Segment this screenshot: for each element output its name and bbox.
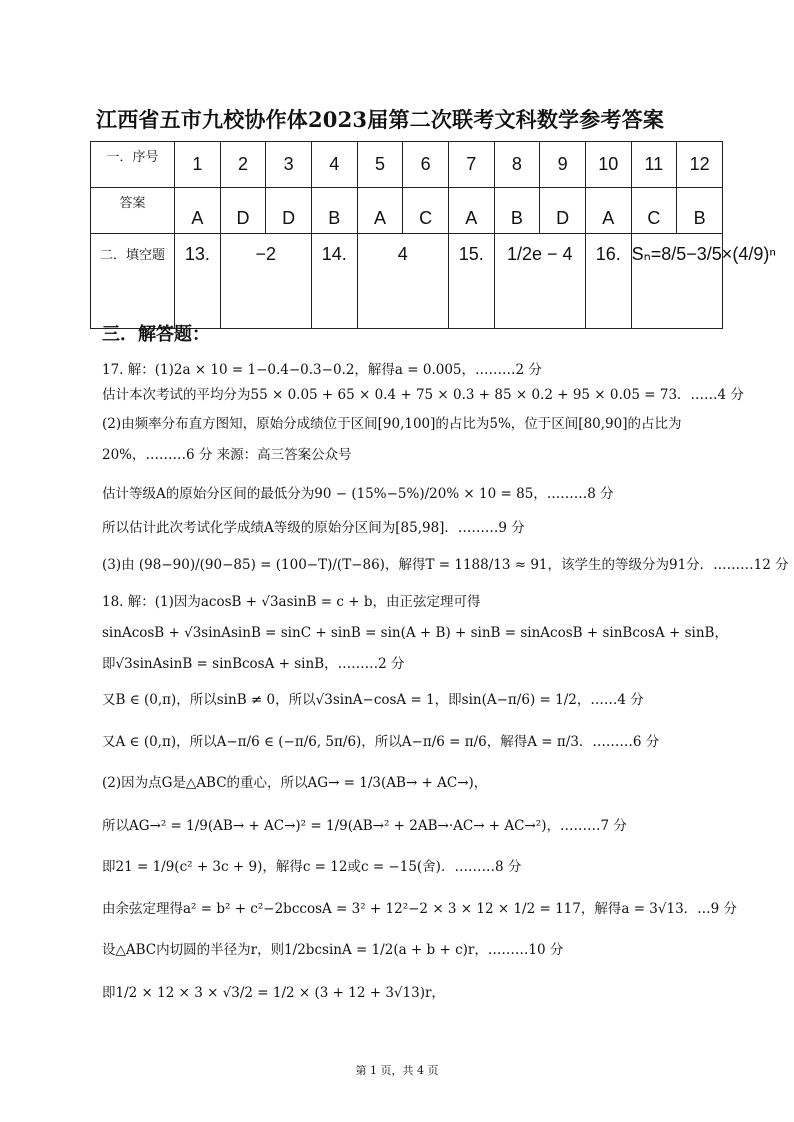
answer-cell: B <box>311 188 357 234</box>
answer-cell: D <box>266 188 312 234</box>
text-line: (2)因为点G是△ABC的重心，所以AG→ = 1/3(AB→ + AC→)， <box>102 775 488 791</box>
text-line: 所以估计此次考试化学成绩A等级的原始分区间为[85,98]．………9 分 <box>102 520 525 536</box>
answer-cell: A <box>175 188 221 234</box>
text-line: 估计等级A的原始分区间的最低分为90 − (15%−5%)/20% × 10 = 85，………8 分 <box>102 486 614 502</box>
number-cell: 12 <box>677 142 723 188</box>
fill-answer: 4 <box>357 234 448 329</box>
section-heading: 三．解答题： <box>102 324 210 345</box>
fill-answer: −2 <box>220 234 311 329</box>
answer-cell: D <box>540 188 586 234</box>
answer-cell: D <box>220 188 266 234</box>
row-label-answers: 答案 <box>91 188 175 234</box>
text-line: 17. 解：(1)2a × 10 = 1−0.4−0.3−0.2，解得a = 0.005，………2 分 <box>102 362 542 378</box>
answer-cell: B <box>494 188 540 234</box>
text-line: sinAcosB + √3sinAsinB = sinC + sinB = sin(A + B) + sinB = sinAcosB + sinBcosA + sinB， <box>102 625 728 641</box>
answer-table <box>90 141 776 329</box>
fill-number: 13. <box>175 234 221 329</box>
text-line: 即1/2 × 12 × 3 × √3/2 = 1/2 × (3 + 12 + 3√13)r， <box>102 985 445 1001</box>
fill-number: 16. <box>585 234 631 329</box>
text-line: (3)由 (98−90)/(90−85) = (100−T)/(T−86)，解得T = 1188/13 ≈ 91，该学生的等级分为91分．………12 分 <box>102 557 789 573</box>
number-cell: 4 <box>311 142 357 188</box>
text-line: (2)由频率分布直方图知，原始分成绩位于区间[90,100]的占比为5%，位于区间[80,90]的占比为 <box>102 416 682 432</box>
text-line: 又B ∈ (0,π)，所以sinB ≠ 0，所以√3sinA−cosA = 1，即sin(A−π/6) = 1/2，……4 分 <box>102 692 644 708</box>
number-cell: 2 <box>220 142 266 188</box>
text-line: 估计本次考试的平均分为55 × 0.05 + 65 × 0.4 + 75 × 0.3 + 85 × 0.2 + 95 × 0.05 = 73．……4 分 <box>102 387 744 403</box>
row-label-fill: 二．填空题 <box>91 234 175 329</box>
fill-number: 14. <box>311 234 357 329</box>
number-cell: 6 <box>403 142 449 188</box>
number-cell: 10 <box>585 142 631 188</box>
fill-answer: 1/2e − 4 <box>494 234 585 329</box>
answer-cell: C <box>403 188 449 234</box>
text-line: 即21 = 1/9(c² + 3c + 9)，解得c = 12或c = −15(舍)．………8 分 <box>102 859 522 875</box>
table-row-answers <box>91 188 723 234</box>
number-cell: 1 <box>175 142 221 188</box>
answer-cell: B <box>677 188 723 234</box>
page-footer: 第 1 页，共 4 页 <box>355 1064 439 1077</box>
text-line: 即√3sinAsinB = sinBcosA + sinB，………2 分 <box>102 656 405 672</box>
fill-number: 15. <box>448 234 494 329</box>
text-line: 由余弦定理得a² = b² + c²−2bccosA = 3² + 12²−2 × 3 × 12 × 1/2 = 117，解得a = 3√13．…9 分 <box>102 901 738 917</box>
number-cell: 5 <box>357 142 403 188</box>
answer-cell: A <box>357 188 403 234</box>
number-cell: 8 <box>494 142 540 188</box>
number-cell: 3 <box>266 142 312 188</box>
text-line: 20%，………6 分 来源：高三答案公众号 <box>102 447 352 463</box>
text-line: 18. 解：(1)因为acosB + √3asinB = c + b，由正弦定理可得 <box>102 594 481 610</box>
table-row-fill <box>91 234 723 329</box>
table-row-numbers <box>91 142 723 188</box>
answer-cell: C <box>631 188 677 234</box>
row-label-numbers: 一．序号 <box>91 142 175 188</box>
fill-answer: Sₙ=8/5−3/5×(4/9)ⁿ <box>631 234 722 329</box>
page-title: 江西省五市九校协作体2023届第二次联考文科数学参考答案 <box>96 107 665 132</box>
number-cell: 7 <box>448 142 494 188</box>
answer-cell: A <box>585 188 631 234</box>
text-line: 又A ∈ (0,π)，所以A−π/6 ∈ (−π/6, 5π/6)，所以A−π/6 = π/6，解得A = π/3．………6 分 <box>102 734 660 750</box>
answer-cell: A <box>448 188 494 234</box>
number-cell: 11 <box>631 142 677 188</box>
text-line: 设△ABC内切圆的半径为r，则1/2bcsinA = 1/2(a + b + c)r，………10 分 <box>102 942 564 958</box>
number-cell: 9 <box>540 142 586 188</box>
text-line: 所以AG→² = 1/9(AB→ + AC→)² = 1/9(AB→² + 2AB→·AC→ + AC→²)，………7 分 <box>102 818 627 834</box>
